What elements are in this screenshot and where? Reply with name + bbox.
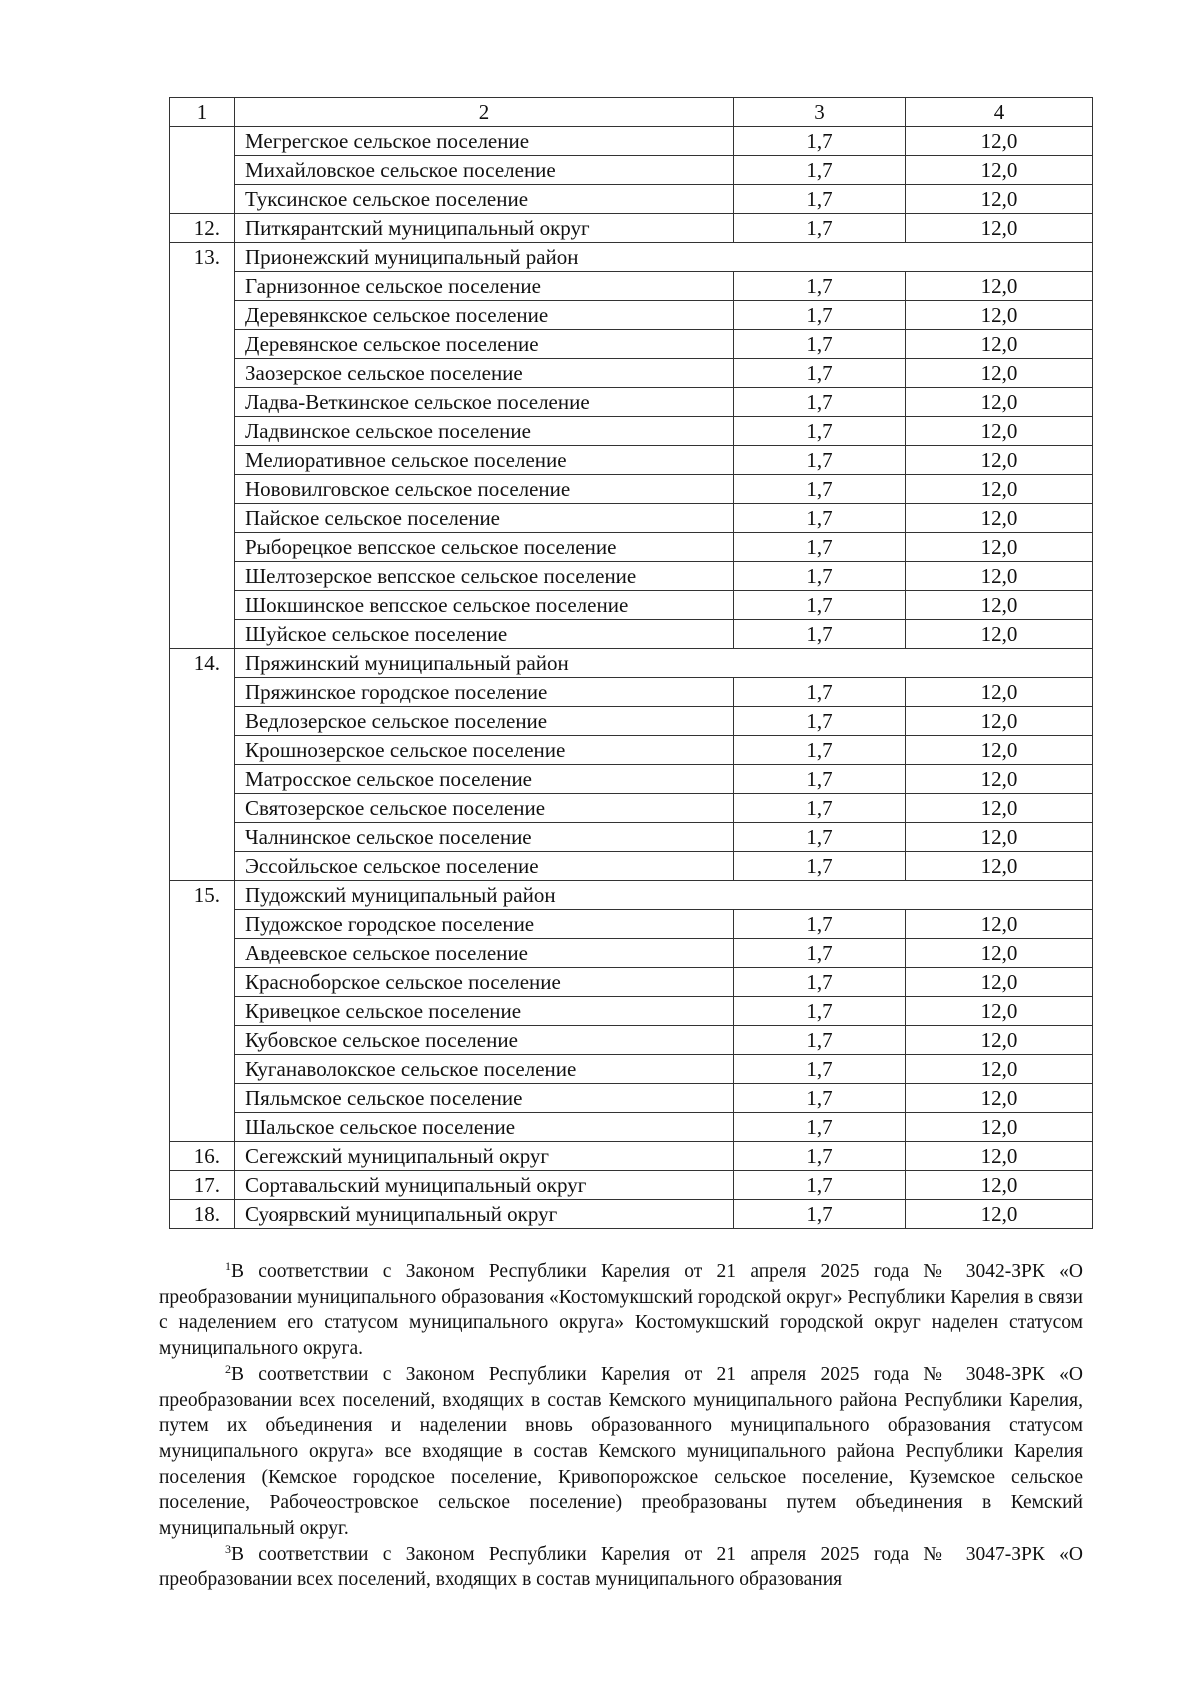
row-value-col4: 12,0 [906, 794, 1093, 823]
row-value-col4: 12,0 [906, 475, 1093, 504]
row-name: Матросское сельское поселение [235, 765, 734, 794]
row-value-col3: 1,7 [734, 678, 906, 707]
row-number [170, 417, 235, 446]
row-name: Деревянкское сельское поселение [235, 301, 734, 330]
row-value-col4: 12,0 [906, 765, 1093, 794]
row-value-col4: 12,0 [906, 562, 1093, 591]
row-name: Кубовское сельское поселение [235, 1026, 734, 1055]
row-number [170, 533, 235, 562]
table-row [170, 736, 1093, 765]
table-row [170, 475, 1093, 504]
row-number [170, 852, 235, 881]
footnote-text: В соответствии с Законом Республики Карелия от 21 апреля 2025 года № 3048-ЗРК «О преобразовании всех поселений, входящих в состав Кемского муниципального района Республики Карелия, путем их объединения и наделении вновь образованного муниципального образования статусом муниципального округа» все входящие в состав Кемского муниципального района Республики Карелия поселения (Кемское городское поселение, Кривопорожское сельское поселение, Куземское сельское поселение, Рабочеостровское сельское поселение) преобразованы путем объединения в Кемский муниципальный округ. [159, 1363, 1083, 1540]
row-number [170, 272, 235, 301]
row-value-col3: 1,7 [734, 185, 906, 214]
row-value-col3: 1,7 [734, 1142, 906, 1171]
row-value-col3: 1,7 [734, 533, 906, 562]
table-row [170, 649, 1093, 678]
row-value-col3: 1,7 [734, 997, 906, 1026]
row-value-col3: 1,7 [734, 823, 906, 852]
footnote-text: В соответствии с Законом Республики Карелия от 21 апреля 2025 года № 3047-ЗРК «О преобразовании всех поселений, входящих в состав муниципального образования [159, 1543, 1083, 1591]
table-row [170, 1142, 1093, 1171]
coefficients-table [169, 97, 1093, 1229]
header-cell: 1 [170, 98, 235, 127]
table-row [170, 620, 1093, 649]
row-value-col4: 12,0 [906, 1142, 1093, 1171]
table-row [170, 127, 1093, 156]
row-name: Ведлозерское сельское поселение [235, 707, 734, 736]
row-value-col4: 12,0 [906, 127, 1093, 156]
row-value-col4: 12,0 [906, 1113, 1093, 1142]
row-number [170, 765, 235, 794]
row-value-col3: 1,7 [734, 794, 906, 823]
row-name: Куганаволокское сельское поселение [235, 1055, 734, 1084]
table-row [170, 910, 1093, 939]
row-number: 17. [170, 1171, 235, 1200]
row-number [170, 185, 235, 214]
row-value-col4: 12,0 [906, 1084, 1093, 1113]
row-value-col3: 1,7 [734, 591, 906, 620]
row-name: Михайловское сельское поселение [235, 156, 734, 185]
table-row [170, 1084, 1093, 1113]
table-row [170, 1171, 1093, 1200]
row-value-col3: 1,7 [734, 127, 906, 156]
row-value-col3: 1,7 [734, 504, 906, 533]
row-value-col3: 1,7 [734, 388, 906, 417]
footnote [159, 1362, 1083, 1542]
row-number [170, 939, 235, 968]
row-name: Шальское сельское поселение [235, 1113, 734, 1142]
table-row [170, 533, 1093, 562]
row-value-col4: 12,0 [906, 823, 1093, 852]
row-number: 16. [170, 1142, 235, 1171]
row-value-col3: 1,7 [734, 765, 906, 794]
header-cell: 2 [235, 98, 734, 127]
row-value-col3: 1,7 [734, 214, 906, 243]
footnotes [159, 1259, 1083, 1593]
row-value-col4: 12,0 [906, 301, 1093, 330]
row-number: 15. [170, 881, 235, 910]
row-value-col3: 1,7 [734, 1171, 906, 1200]
table-row [170, 156, 1093, 185]
row-value-col4: 12,0 [906, 330, 1093, 359]
row-name: Авдеевское сельское поселение [235, 939, 734, 968]
table-row [170, 330, 1093, 359]
row-value-col3: 1,7 [734, 446, 906, 475]
row-name: Шуйское сельское поселение [235, 620, 734, 649]
table-row [170, 359, 1093, 388]
row-name: Пайское сельское поселение [235, 504, 734, 533]
row-value-col3: 1,7 [734, 1084, 906, 1113]
row-name: Сортавальский муниципальный округ [235, 1171, 734, 1200]
row-name: Заозерское сельское поселение [235, 359, 734, 388]
table-row [170, 446, 1093, 475]
row-value-col4: 12,0 [906, 591, 1093, 620]
row-value-col4: 12,0 [906, 156, 1093, 185]
row-value-col4: 12,0 [906, 1055, 1093, 1084]
row-value-col4: 12,0 [906, 1171, 1093, 1200]
row-name: Рыборецкое вепсское сельское поселение [235, 533, 734, 562]
row-name: Эссойльское сельское поселение [235, 852, 734, 881]
row-number [170, 475, 235, 504]
row-value-col4: 12,0 [906, 359, 1093, 388]
footnote-mark: 3 [225, 1541, 231, 1556]
row-value-col3: 1,7 [734, 707, 906, 736]
row-name: Кривецкое сельское поселение [235, 997, 734, 1026]
row-name: Мелиоративное сельское поселение [235, 446, 734, 475]
row-value-col3: 1,7 [734, 939, 906, 968]
table-row [170, 504, 1093, 533]
row-number [170, 156, 235, 185]
row-number [170, 1055, 235, 1084]
row-value-col3: 1,7 [734, 1026, 906, 1055]
row-name: Крошнозерское сельское поселение [235, 736, 734, 765]
row-value-col4: 12,0 [906, 504, 1093, 533]
row-name: Деревянское сельское поселение [235, 330, 734, 359]
table-row [170, 301, 1093, 330]
row-value-col4: 12,0 [906, 968, 1093, 997]
row-value-col3: 1,7 [734, 852, 906, 881]
row-number: 18. [170, 1200, 235, 1229]
row-value-col3: 1,7 [734, 1200, 906, 1229]
table-row [170, 823, 1093, 852]
row-name: Чалнинское сельское поселение [235, 823, 734, 852]
row-number [170, 794, 235, 823]
row-name: Суоярвский муниципальный округ [235, 1200, 734, 1229]
row-number [170, 736, 235, 765]
footnote [159, 1542, 1083, 1593]
row-value-col4: 12,0 [906, 446, 1093, 475]
row-name: Пудожское городское поселение [235, 910, 734, 939]
row-value-col4: 12,0 [906, 533, 1093, 562]
row-name: Туксинское сельское поселение [235, 185, 734, 214]
table-row [170, 243, 1093, 272]
table-row [170, 707, 1093, 736]
row-value-col4: 12,0 [906, 852, 1093, 881]
row-value-col4: 12,0 [906, 939, 1093, 968]
row-value-col3: 1,7 [734, 1113, 906, 1142]
row-name: Пяльмское сельское поселение [235, 1084, 734, 1113]
header-cell: 4 [906, 98, 1093, 127]
footnote-text: В соответствии с Законом Республики Карелия от 21 апреля 2025 года № 3042-ЗРК «О преобразовании муниципального образования «Костомукшский городской округ» Республики Карелия в связи с наделением его статусом муниципального округа» Костомукшский городской округ наделен статусом муниципального округа. [159, 1261, 1083, 1360]
table-row [170, 1200, 1093, 1229]
row-number [170, 388, 235, 417]
row-value-col4: 12,0 [906, 736, 1093, 765]
row-number [170, 997, 235, 1026]
row-name: Мегрегское сельское поселение [235, 127, 734, 156]
row-value-col3: 1,7 [734, 272, 906, 301]
table-row [170, 852, 1093, 881]
header-cell: 3 [734, 98, 906, 127]
row-number [170, 620, 235, 649]
row-name: Питкярантский муниципальный округ [235, 214, 734, 243]
row-name: Пряжинское городское поселение [235, 678, 734, 707]
row-name: Нововилговское сельское поселение [235, 475, 734, 504]
row-number [170, 910, 235, 939]
row-value-col3: 1,7 [734, 359, 906, 388]
row-value-col3: 1,7 [734, 736, 906, 765]
row-value-col4: 12,0 [906, 1026, 1093, 1055]
table-row [170, 881, 1093, 910]
row-number [170, 301, 235, 330]
row-number: 14. [170, 649, 235, 678]
row-number [170, 330, 235, 359]
row-name: Святозерское сельское поселение [235, 794, 734, 823]
row-value-col4: 12,0 [906, 214, 1093, 243]
row-number: 12. [170, 214, 235, 243]
table-row [170, 968, 1093, 997]
row-name: Пряжинский муниципальный район [235, 649, 1093, 678]
row-value-col3: 1,7 [734, 910, 906, 939]
table-row [170, 678, 1093, 707]
row-value-col3: 1,7 [734, 301, 906, 330]
row-number [170, 127, 235, 156]
table-row [170, 765, 1093, 794]
row-number [170, 823, 235, 852]
row-number [170, 359, 235, 388]
table-row [170, 388, 1093, 417]
row-value-col4: 12,0 [906, 707, 1093, 736]
table-row [170, 417, 1093, 446]
table-header-row [170, 98, 1093, 127]
table-row [170, 1055, 1093, 1084]
row-value-col4: 12,0 [906, 678, 1093, 707]
row-value-col3: 1,7 [734, 968, 906, 997]
row-value-col4: 12,0 [906, 620, 1093, 649]
row-name: Ладва-Веткинское сельское поселение [235, 388, 734, 417]
row-value-col3: 1,7 [734, 562, 906, 591]
row-name: Гарнизонное сельское поселение [235, 272, 734, 301]
row-name: Пудожский муниципальный район [235, 881, 1093, 910]
row-value-col4: 12,0 [906, 272, 1093, 301]
row-number [170, 1113, 235, 1142]
table-row [170, 272, 1093, 301]
row-name: Ладвинское сельское поселение [235, 417, 734, 446]
table-row [170, 1026, 1093, 1055]
table-row [170, 794, 1093, 823]
row-name: Шелтозерское вепсское сельское поселение [235, 562, 734, 591]
row-name: Сегежский муниципальный округ [235, 1142, 734, 1171]
row-number [170, 1026, 235, 1055]
table-row [170, 939, 1093, 968]
row-number [170, 446, 235, 475]
row-value-col3: 1,7 [734, 417, 906, 446]
row-number [170, 1084, 235, 1113]
table-row [170, 997, 1093, 1026]
row-value-col4: 12,0 [906, 997, 1093, 1026]
row-number [170, 562, 235, 591]
row-value-col4: 12,0 [906, 910, 1093, 939]
row-number [170, 707, 235, 736]
row-name: Шокшинское вепсское сельское поселение [235, 591, 734, 620]
row-value-col4: 12,0 [906, 1200, 1093, 1229]
table-row [170, 1113, 1093, 1142]
table-row [170, 214, 1093, 243]
row-value-col4: 12,0 [906, 417, 1093, 446]
row-number [170, 678, 235, 707]
row-value-col3: 1,7 [734, 475, 906, 504]
row-name: Прионежский муниципальный район [235, 243, 1093, 272]
row-number: 13. [170, 243, 235, 272]
row-number [170, 504, 235, 533]
table-row [170, 591, 1093, 620]
row-value-col3: 1,7 [734, 620, 906, 649]
row-number [170, 968, 235, 997]
row-value-col4: 12,0 [906, 185, 1093, 214]
row-value-col3: 1,7 [734, 1055, 906, 1084]
footnote [159, 1259, 1083, 1362]
table-row [170, 185, 1093, 214]
footnote-mark: 2 [225, 1361, 231, 1376]
row-value-col4: 12,0 [906, 388, 1093, 417]
table-row [170, 562, 1093, 591]
row-value-col3: 1,7 [734, 330, 906, 359]
row-number [170, 591, 235, 620]
footnote-mark: 1 [225, 1259, 231, 1273]
row-value-col3: 1,7 [734, 156, 906, 185]
row-name: Красноборское сельское поселение [235, 968, 734, 997]
